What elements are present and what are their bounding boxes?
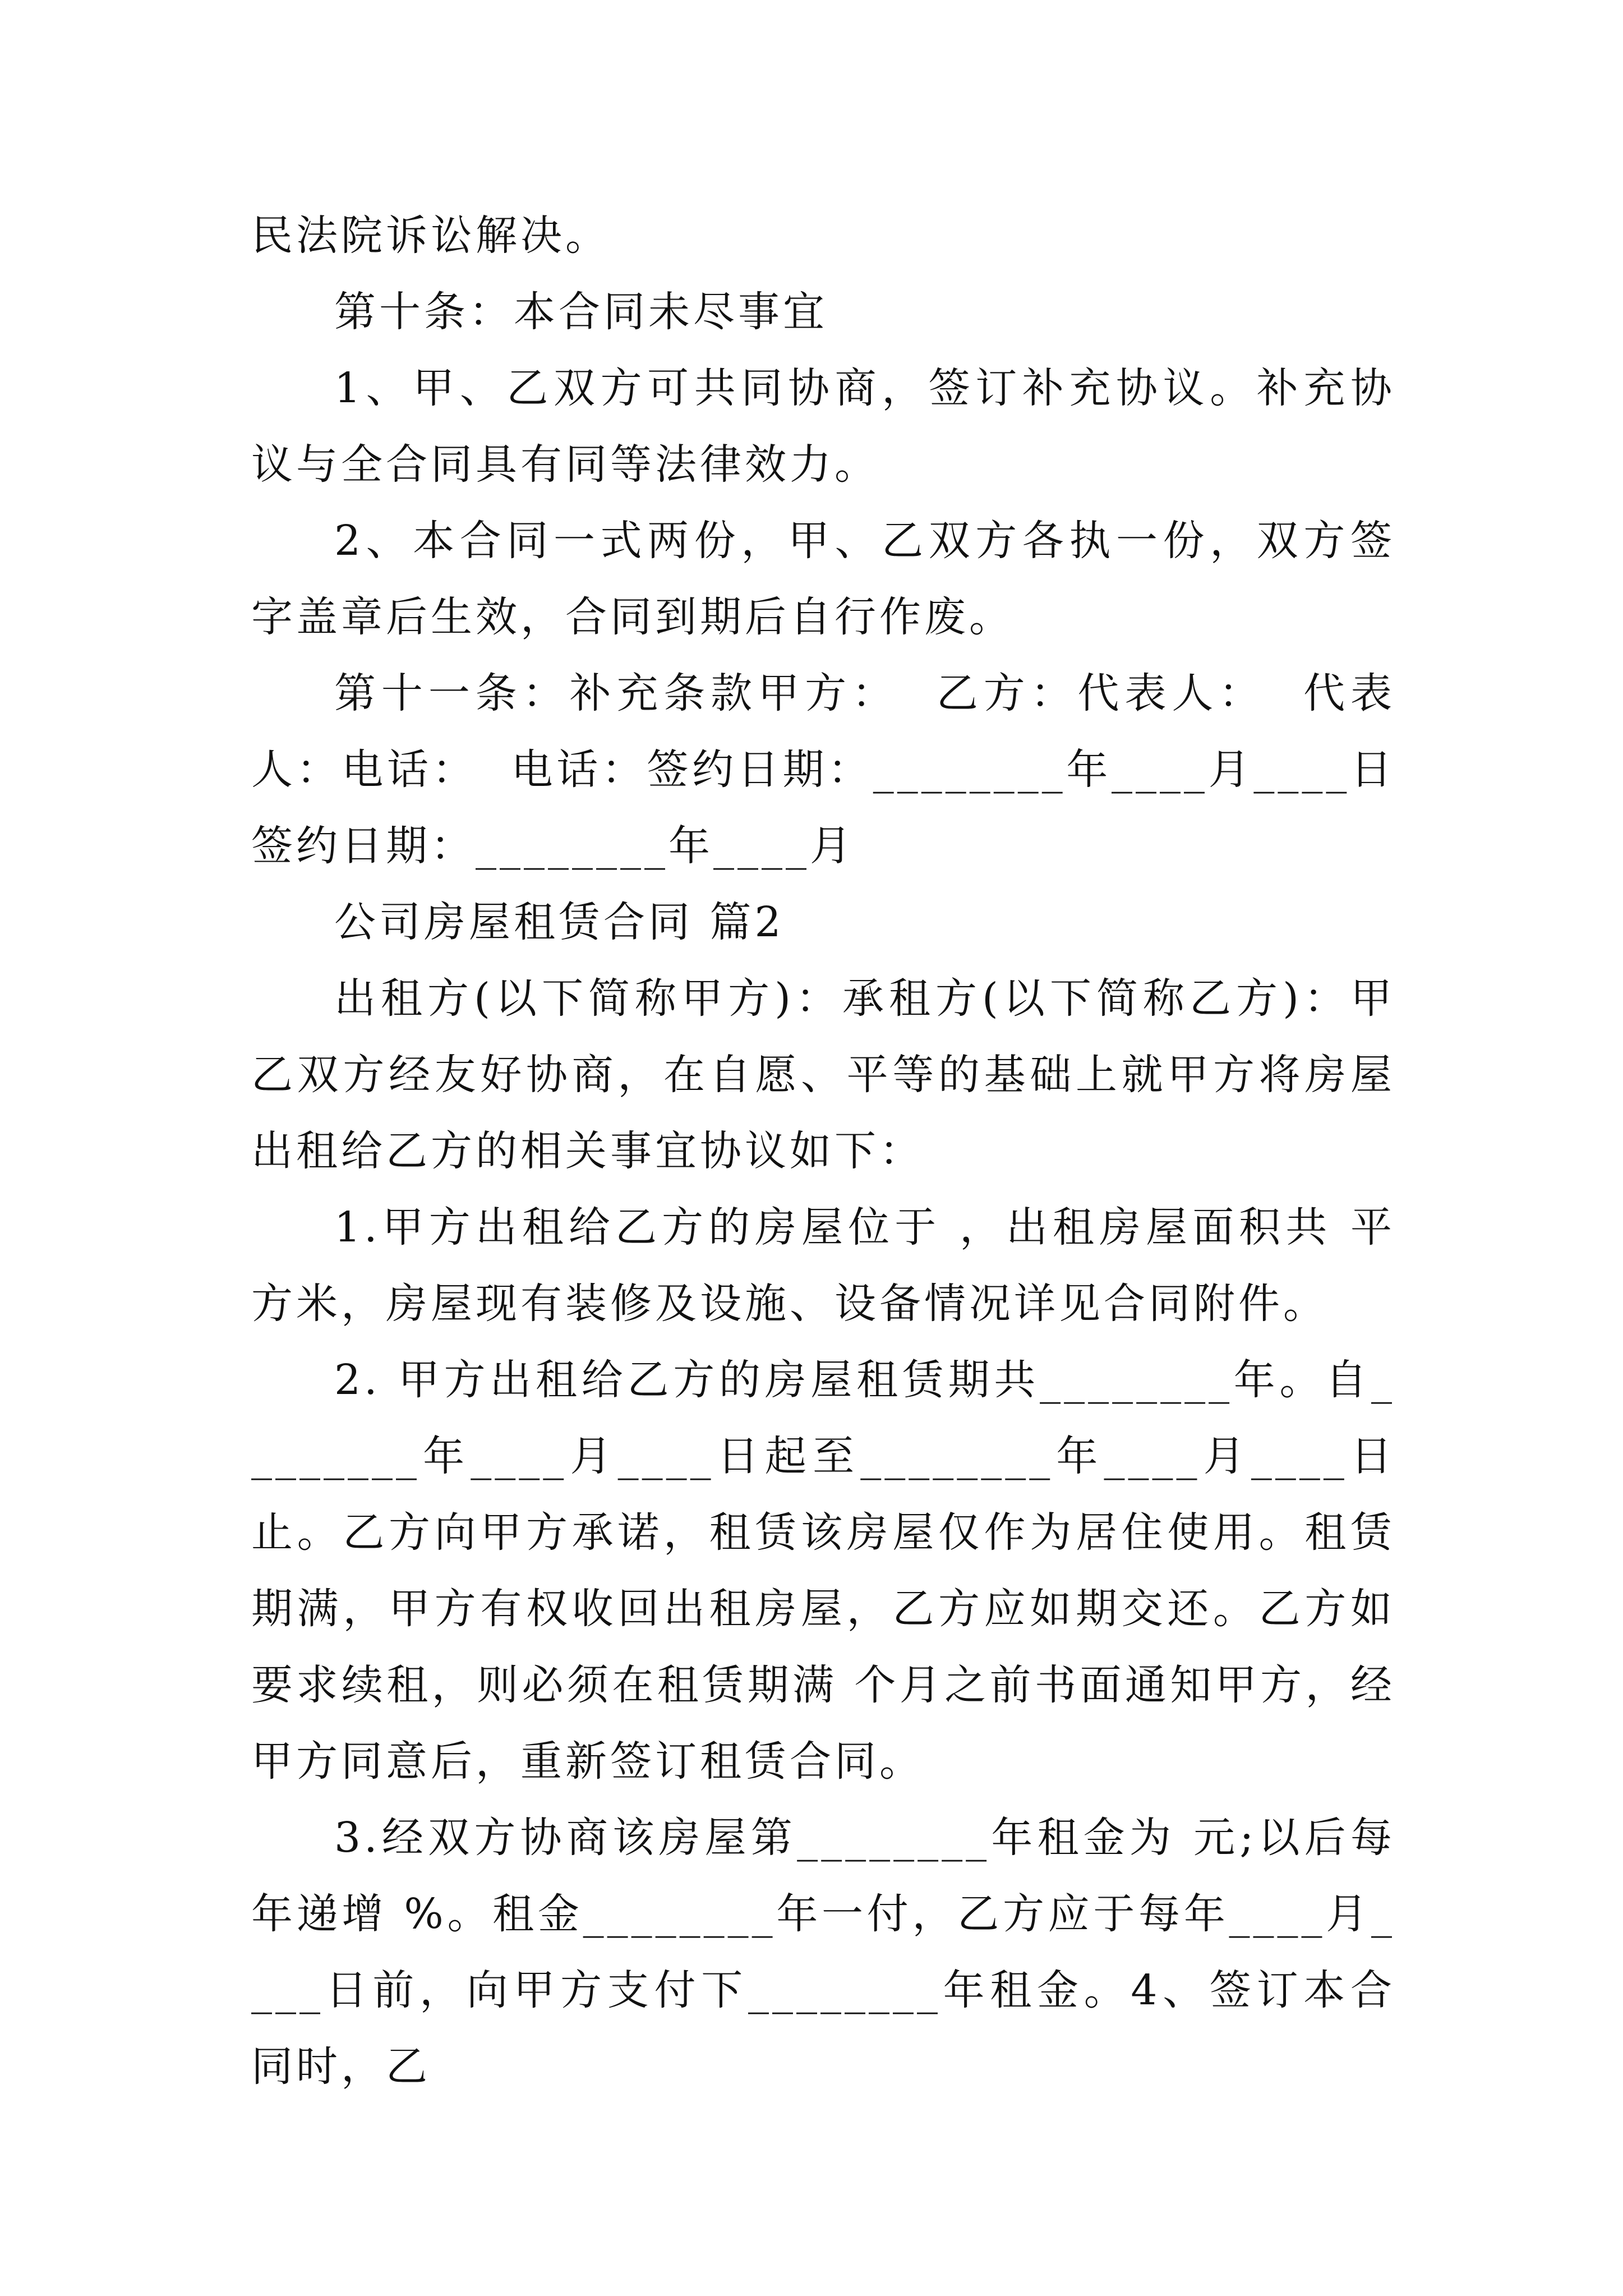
clause-2-term: 2. 甲方出租给乙方的房屋租赁期共________年。自________年____月____日起至________年____月____日止。乙方向甲方承诺，租赁该房屋仅作为居住使用。租赁期满，甲方有权收回出租房屋，乙方应如期交还。乙方如要求续租，则必须在租赁期满 个月之前书面通知甲方，经甲方同意后，重新签订租赁合同。 [251, 1356, 1395, 1786]
clause-3-rent: 3.经双方协商该房屋第________年租金为 元;以后每年递增 %。租金________年一付，乙方应于每年____月____日前，向甲方支付下________年租金。4、签订本合同时，乙 [251, 1814, 1395, 2091]
document-body [251, 197, 1412, 2105]
section-title: 公司房屋租赁合同 篇2 [334, 898, 785, 946]
article-10-clause-2: 2、本合同一式两份，甲、乙双方各执一份，双方签字盖章后生效，合同到期后自行作废。 [251, 517, 1395, 641]
clause-1-location: 1.甲方出租给乙方的房屋位于 ，出租房屋面积共 平方米，房屋现有装修及设施、设备情况详见合同附件。 [251, 1203, 1395, 1328]
parties-intro: 出租方(以下简称甲方)：承租方(以下简称乙方)：甲乙双方经友好协商，在自愿、平等的基础上就甲方将房屋出租给乙方的相关事宜协议如下： [251, 974, 1395, 1175]
article-10-heading: 第十条：本合同未尽事宜 [334, 288, 828, 336]
article-10-clause-1: 1、甲、乙双方可共同协商，签订补充协议。补充协议与全合同具有同等法律效力。 [251, 364, 1395, 489]
paragraph-continuation: 民法院诉讼解决。 [251, 211, 610, 260]
article-11-signatures: 第十一条：补充条款甲方： 乙方：代表人： 代表人：电话： 电话：签约日期：________年____月____日 签约日期：________年____月 [251, 669, 1412, 870]
